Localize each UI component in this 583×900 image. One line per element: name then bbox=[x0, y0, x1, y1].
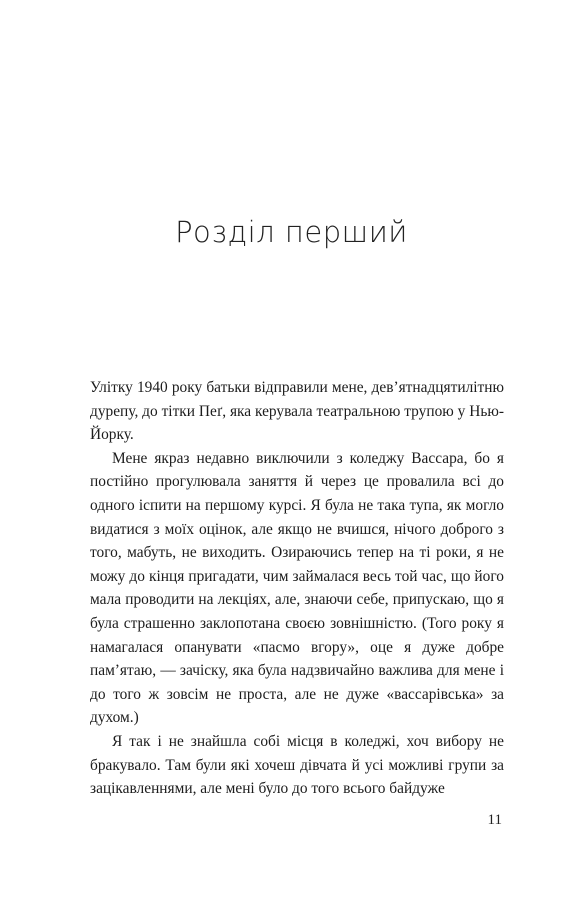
chapter-body bbox=[90, 376, 504, 801]
paragraph-2: Мене якраз недавно виключили з коледжу Вассара, бо я постійно прогулювала заняття й через це провалила всі до одного іспити на першому курсі. Я була не така тупа, як могло видатися з моїх оцінок, але якщо не вчишся, нічого доброго з того, мабуть, не виходить. Озираючись тепер на ті роки, я не можу до кінця пригадати, чим займалася весь той час, що його мала проводити на лекціях, але, знаючи себе, припускаю, що я була страшенно заклопотана своєю зовнішністю. (Того року я намагалася опанувати «пасмо вгору», оце я дуже добре пам’ятаю, — зачіску, яка була надзвичайно важлива для мене і до того ж зовсім не проста, але не дуже «вассарівська» за духом.) bbox=[90, 449, 504, 727]
page-number: 11 bbox=[487, 812, 502, 828]
chapter-title: Розділ перший bbox=[175, 215, 408, 249]
paragraph-3: Я так і не знайшла собі місця в коледжі, хоч вибору не бракувало. Там були які хочеш дівчата й усі можливі групи за зацікавленнями, але мені було до того всього байдуже bbox=[90, 732, 504, 798]
paragraph-1: Улітку 1940 року батьки відправили мене, дев’ятнадцятилітню дурепу, до тітки Пеґ, яка керувала театральною трупою у Нью-Йорку. bbox=[90, 379, 504, 444]
